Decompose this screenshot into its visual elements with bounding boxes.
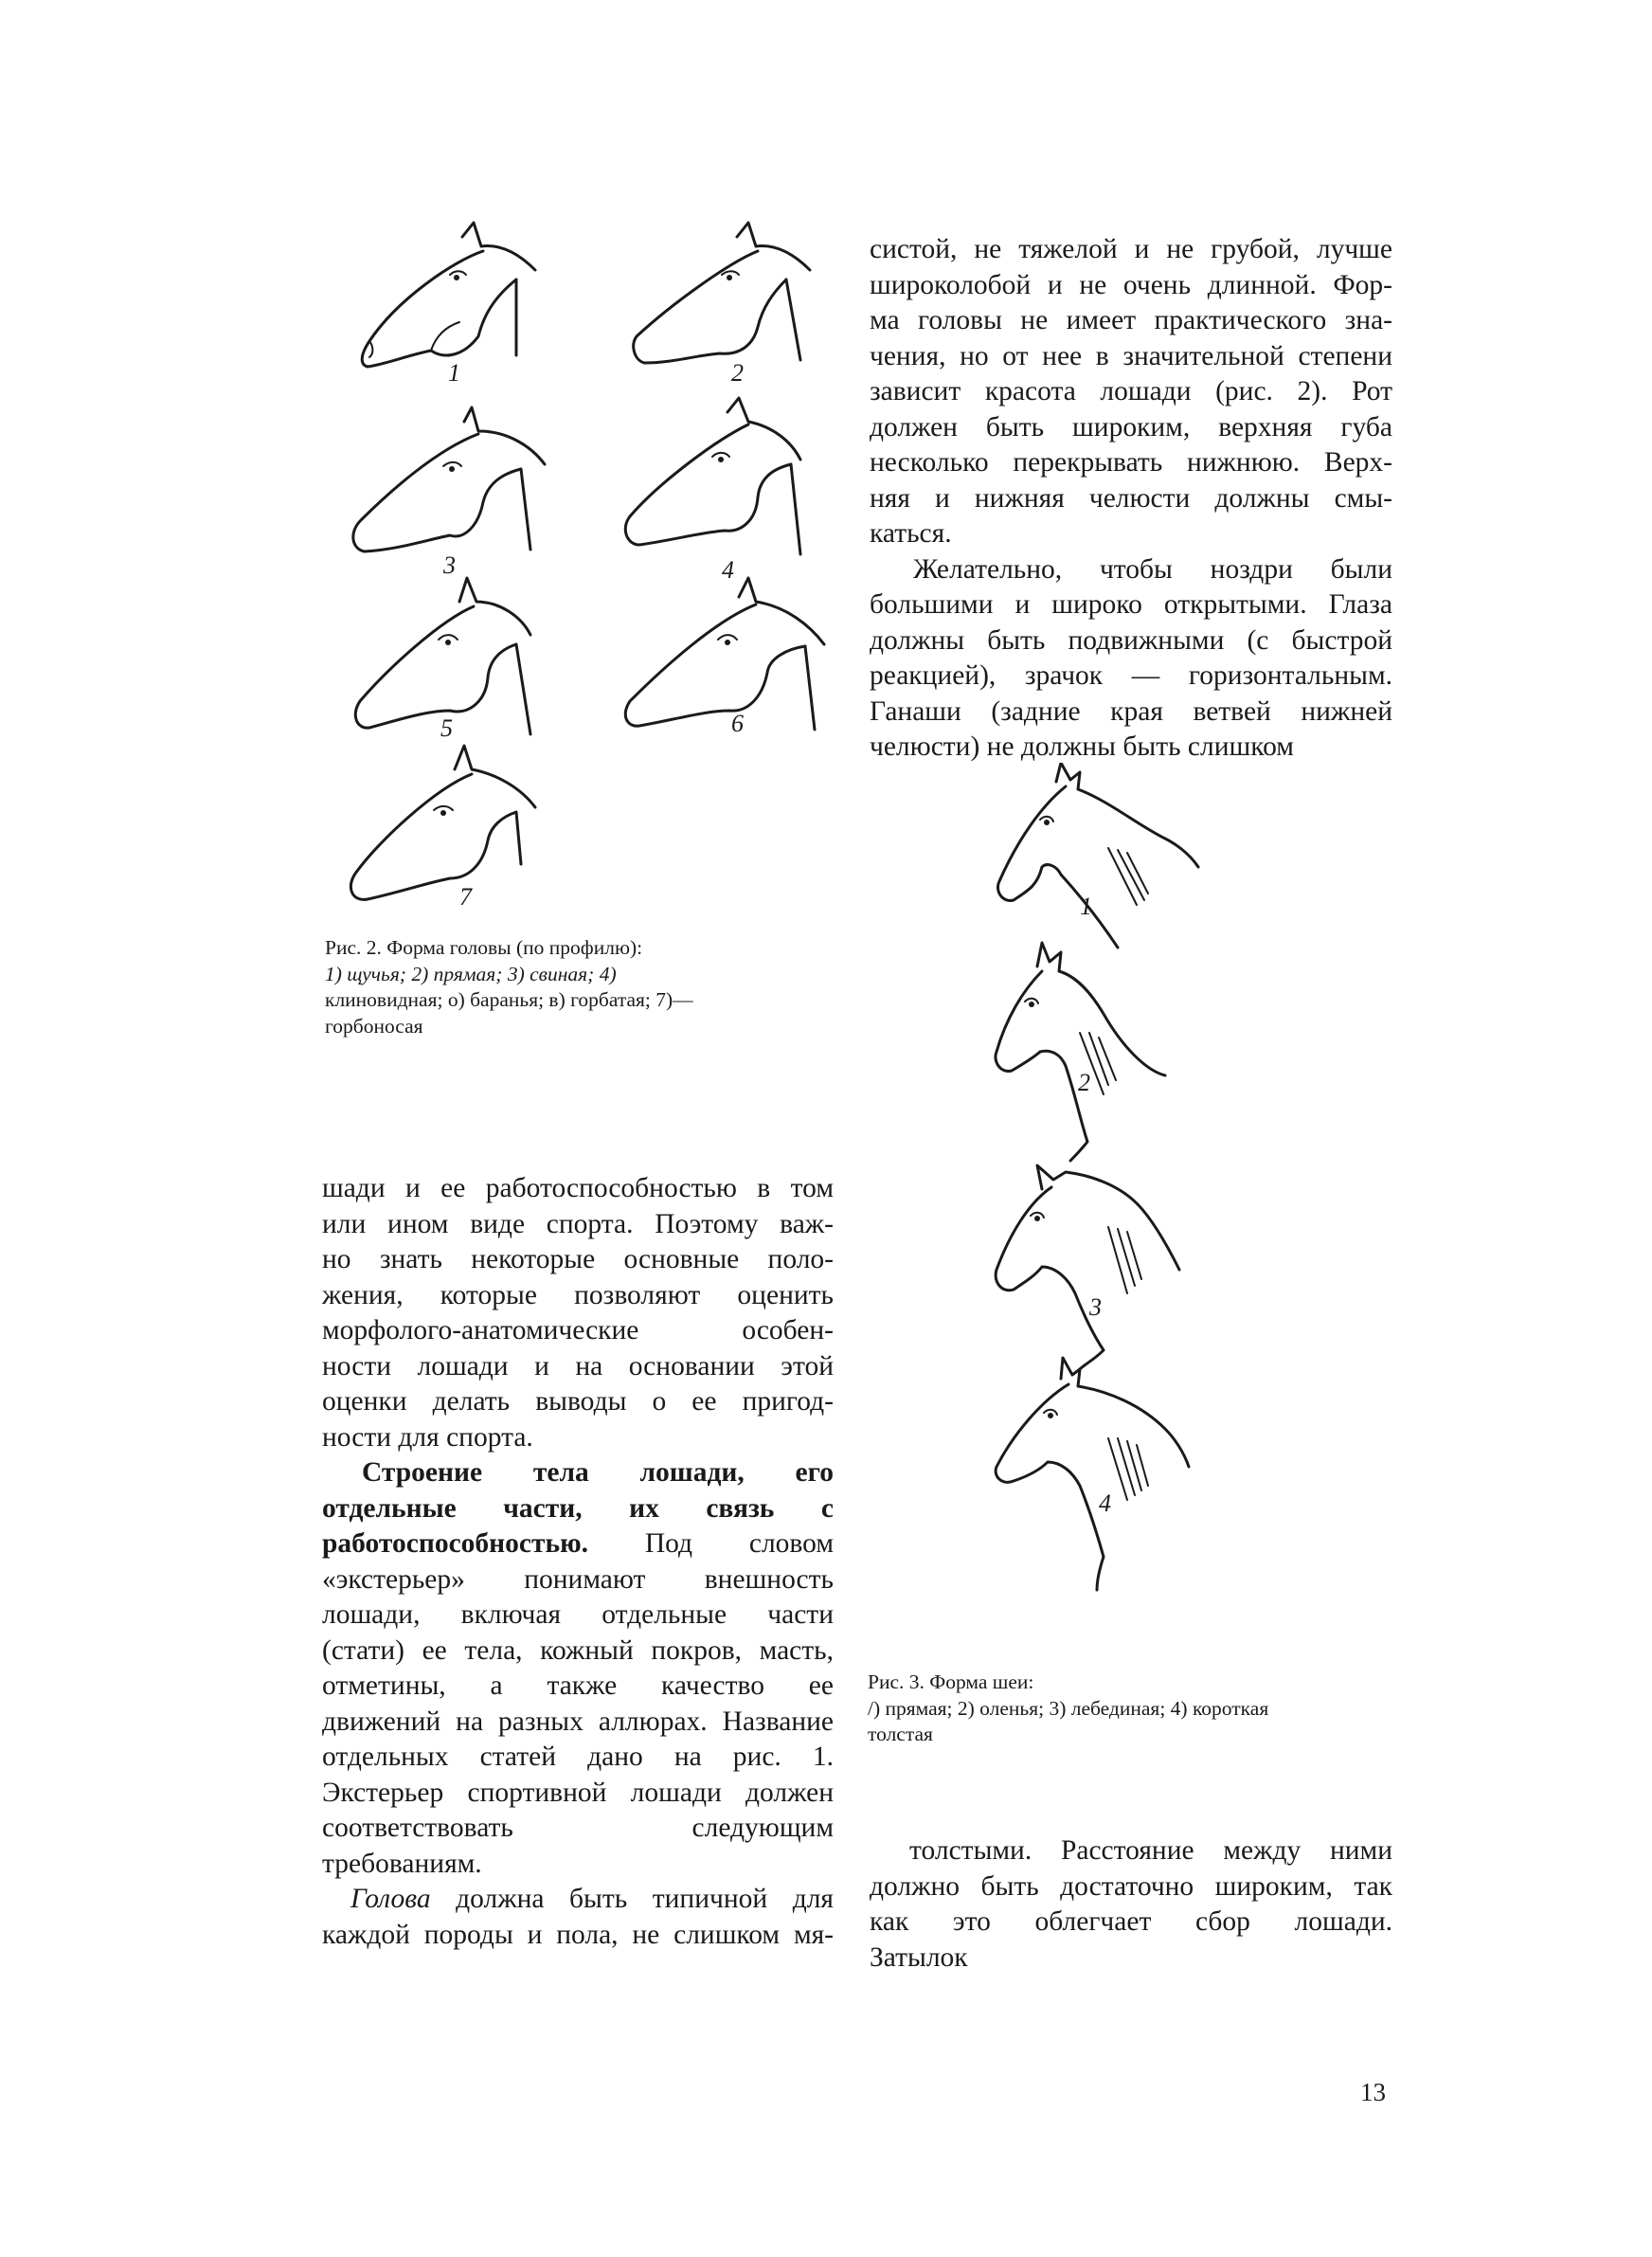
text-line: ности лошади и на основании этой: [322, 1350, 834, 1381]
text-line: [322, 1526, 834, 1562]
figure-2-caption-line-1: 1) щучья; 2) прямая; 3) свиная; 4): [325, 962, 617, 985]
left-bottom-paragraph: [322, 1171, 834, 1953]
head-profile-1: [362, 223, 535, 367]
figure-2-caption-title: Рис. 2. Форма головы (по профилю):: [325, 936, 643, 959]
text-line: «экстерьер» понимают внешность: [322, 1563, 834, 1595]
head-profile-5: [355, 578, 530, 734]
figure-3-neck-shapes: [985, 763, 1269, 1616]
fig2-number-1: 1: [448, 359, 460, 387]
text-line: зависит красота лошади (рис. 2). Рот: [870, 376, 1392, 406]
text-fragment: Под словом: [644, 1528, 834, 1559]
text-line: отметины, а также качество ее: [322, 1670, 834, 1701]
text-line: жения, которые позволяют оценить: [322, 1279, 834, 1310]
text-line: как это облегчает сбор лошади.: [870, 1906, 1392, 1937]
right-top-paragraph: [870, 232, 1392, 766]
text-line: но знать некоторые основные поло-: [322, 1244, 834, 1274]
head-profile-6: [625, 578, 824, 730]
text-line: ности для спорта.: [322, 1421, 533, 1453]
text-line: реакцией), зрачок — горизонтальным.: [870, 660, 1392, 691]
text-fragment: должна быть типичной для: [456, 1884, 835, 1914]
text-line: несколько перекрывать нижнюю. Верх-: [870, 447, 1392, 478]
text-line: лошади, включая отдельные части: [322, 1599, 834, 1630]
text-line: морфолого-анатомические особен-: [322, 1315, 834, 1345]
text-line: требованиям.: [322, 1848, 482, 1879]
figure-3-caption-line-1: /) прямая; 2) оленья; 3) лебединая; 4) короткая: [868, 1696, 1269, 1720]
fig3-number-2: 2: [1078, 1069, 1090, 1096]
fig3-number-1: 1: [1080, 893, 1092, 920]
text-line: систой, не тяжелой и не грубой, лучше: [870, 234, 1392, 264]
text-line: Ганаши (задние края ветвей нижней: [870, 695, 1392, 727]
section-heading-line-1: Строение тела лошади, его: [362, 1457, 834, 1488]
figure-2-caption: [325, 935, 742, 1039]
text-line: челюсти) не должны быть слишком: [870, 731, 1294, 762]
figure-2-head-shapes: [322, 213, 853, 929]
fig2-number-3: 3: [443, 551, 456, 579]
figure-3-caption-title: Рис. 3. Форма шеи:: [868, 1670, 1034, 1693]
italic-term-golova: Голова: [350, 1884, 431, 1914]
head-profile-7: [350, 746, 535, 899]
text-line: движений на разных аллюрах. Название: [322, 1706, 834, 1737]
text-line: отдельных статей дано на рис. 1.: [322, 1742, 834, 1772]
text-line: Затылок: [870, 1941, 968, 1973]
figure-2-caption-line-2: клиновидная; о) баранья; в) горбатая; 7)—: [325, 988, 693, 1011]
fig3-number-4: 4: [1099, 1490, 1111, 1517]
head-profile-4: [625, 398, 800, 554]
text-line: няя и нижняя челюсти должны смы-: [870, 482, 1392, 514]
text-line: чения, но от нее в значительной степени: [870, 340, 1392, 371]
head-profile-2: [634, 223, 810, 363]
text-line: оценки делать выводы о ее пригод-: [322, 1386, 834, 1417]
text-line: толстыми. Расстояние между ними: [909, 1835, 1392, 1866]
right-bottom-paragraph: [870, 1833, 1392, 1976]
head-profile-3: [353, 407, 545, 551]
text-line: [322, 1882, 834, 1918]
text-line: каждой породы и пола, не слишком мя-: [322, 1919, 834, 1950]
neck-profile-1: [997, 763, 1198, 948]
text-line: или ином виде спорта. Поэтому важ-: [322, 1208, 834, 1239]
text-line: соответствовать следующим: [322, 1813, 834, 1843]
text-line: ма головы не имеет практического зна-: [870, 305, 1392, 335]
fig2-number-2: 2: [731, 359, 744, 387]
figure-3-caption: [868, 1670, 1398, 1748]
fig2-number-5: 5: [440, 714, 453, 742]
text-line: должны быть подвижными (с быстрой: [870, 624, 1392, 656]
section-heading-line-2: отдельные части, их связь с: [322, 1492, 834, 1524]
text-line: шади и ее работоспособностью в том: [322, 1173, 834, 1203]
text-line: каться.: [870, 518, 952, 549]
neck-profile-2: [996, 943, 1165, 1161]
fig3-number-3: 3: [1089, 1293, 1102, 1321]
fig2-number-6: 6: [731, 710, 744, 737]
page-number: 13: [1360, 2078, 1386, 2106]
fig2-number-4: 4: [722, 556, 734, 584]
figure-3-caption-line-2: толстая: [868, 1723, 933, 1745]
fig2-number-7: 7: [459, 883, 472, 911]
text-line: Экстерьер спортивной лошади должен: [322, 1777, 834, 1808]
text-line: (стати) ее тела, кожный покров, масть,: [322, 1634, 834, 1666]
neck-profile-3: [996, 1165, 1179, 1369]
text-line: должен быть широким, верхняя губа: [870, 411, 1392, 442]
text-line: большими и широко открытыми. Глаза: [870, 589, 1392, 620]
figure-2-caption-line-3: горбоносая: [325, 1014, 423, 1038]
text-line: Желательно, чтобы ноздри были: [913, 553, 1392, 585]
neck-profile-4: [996, 1358, 1189, 1590]
text-line: должно быть достаточно широким, так: [870, 1870, 1392, 1902]
text-line: широколобой и не очень длинной. Фор-: [870, 269, 1392, 300]
section-heading-line-3: работоспособностью.: [322, 1528, 589, 1559]
